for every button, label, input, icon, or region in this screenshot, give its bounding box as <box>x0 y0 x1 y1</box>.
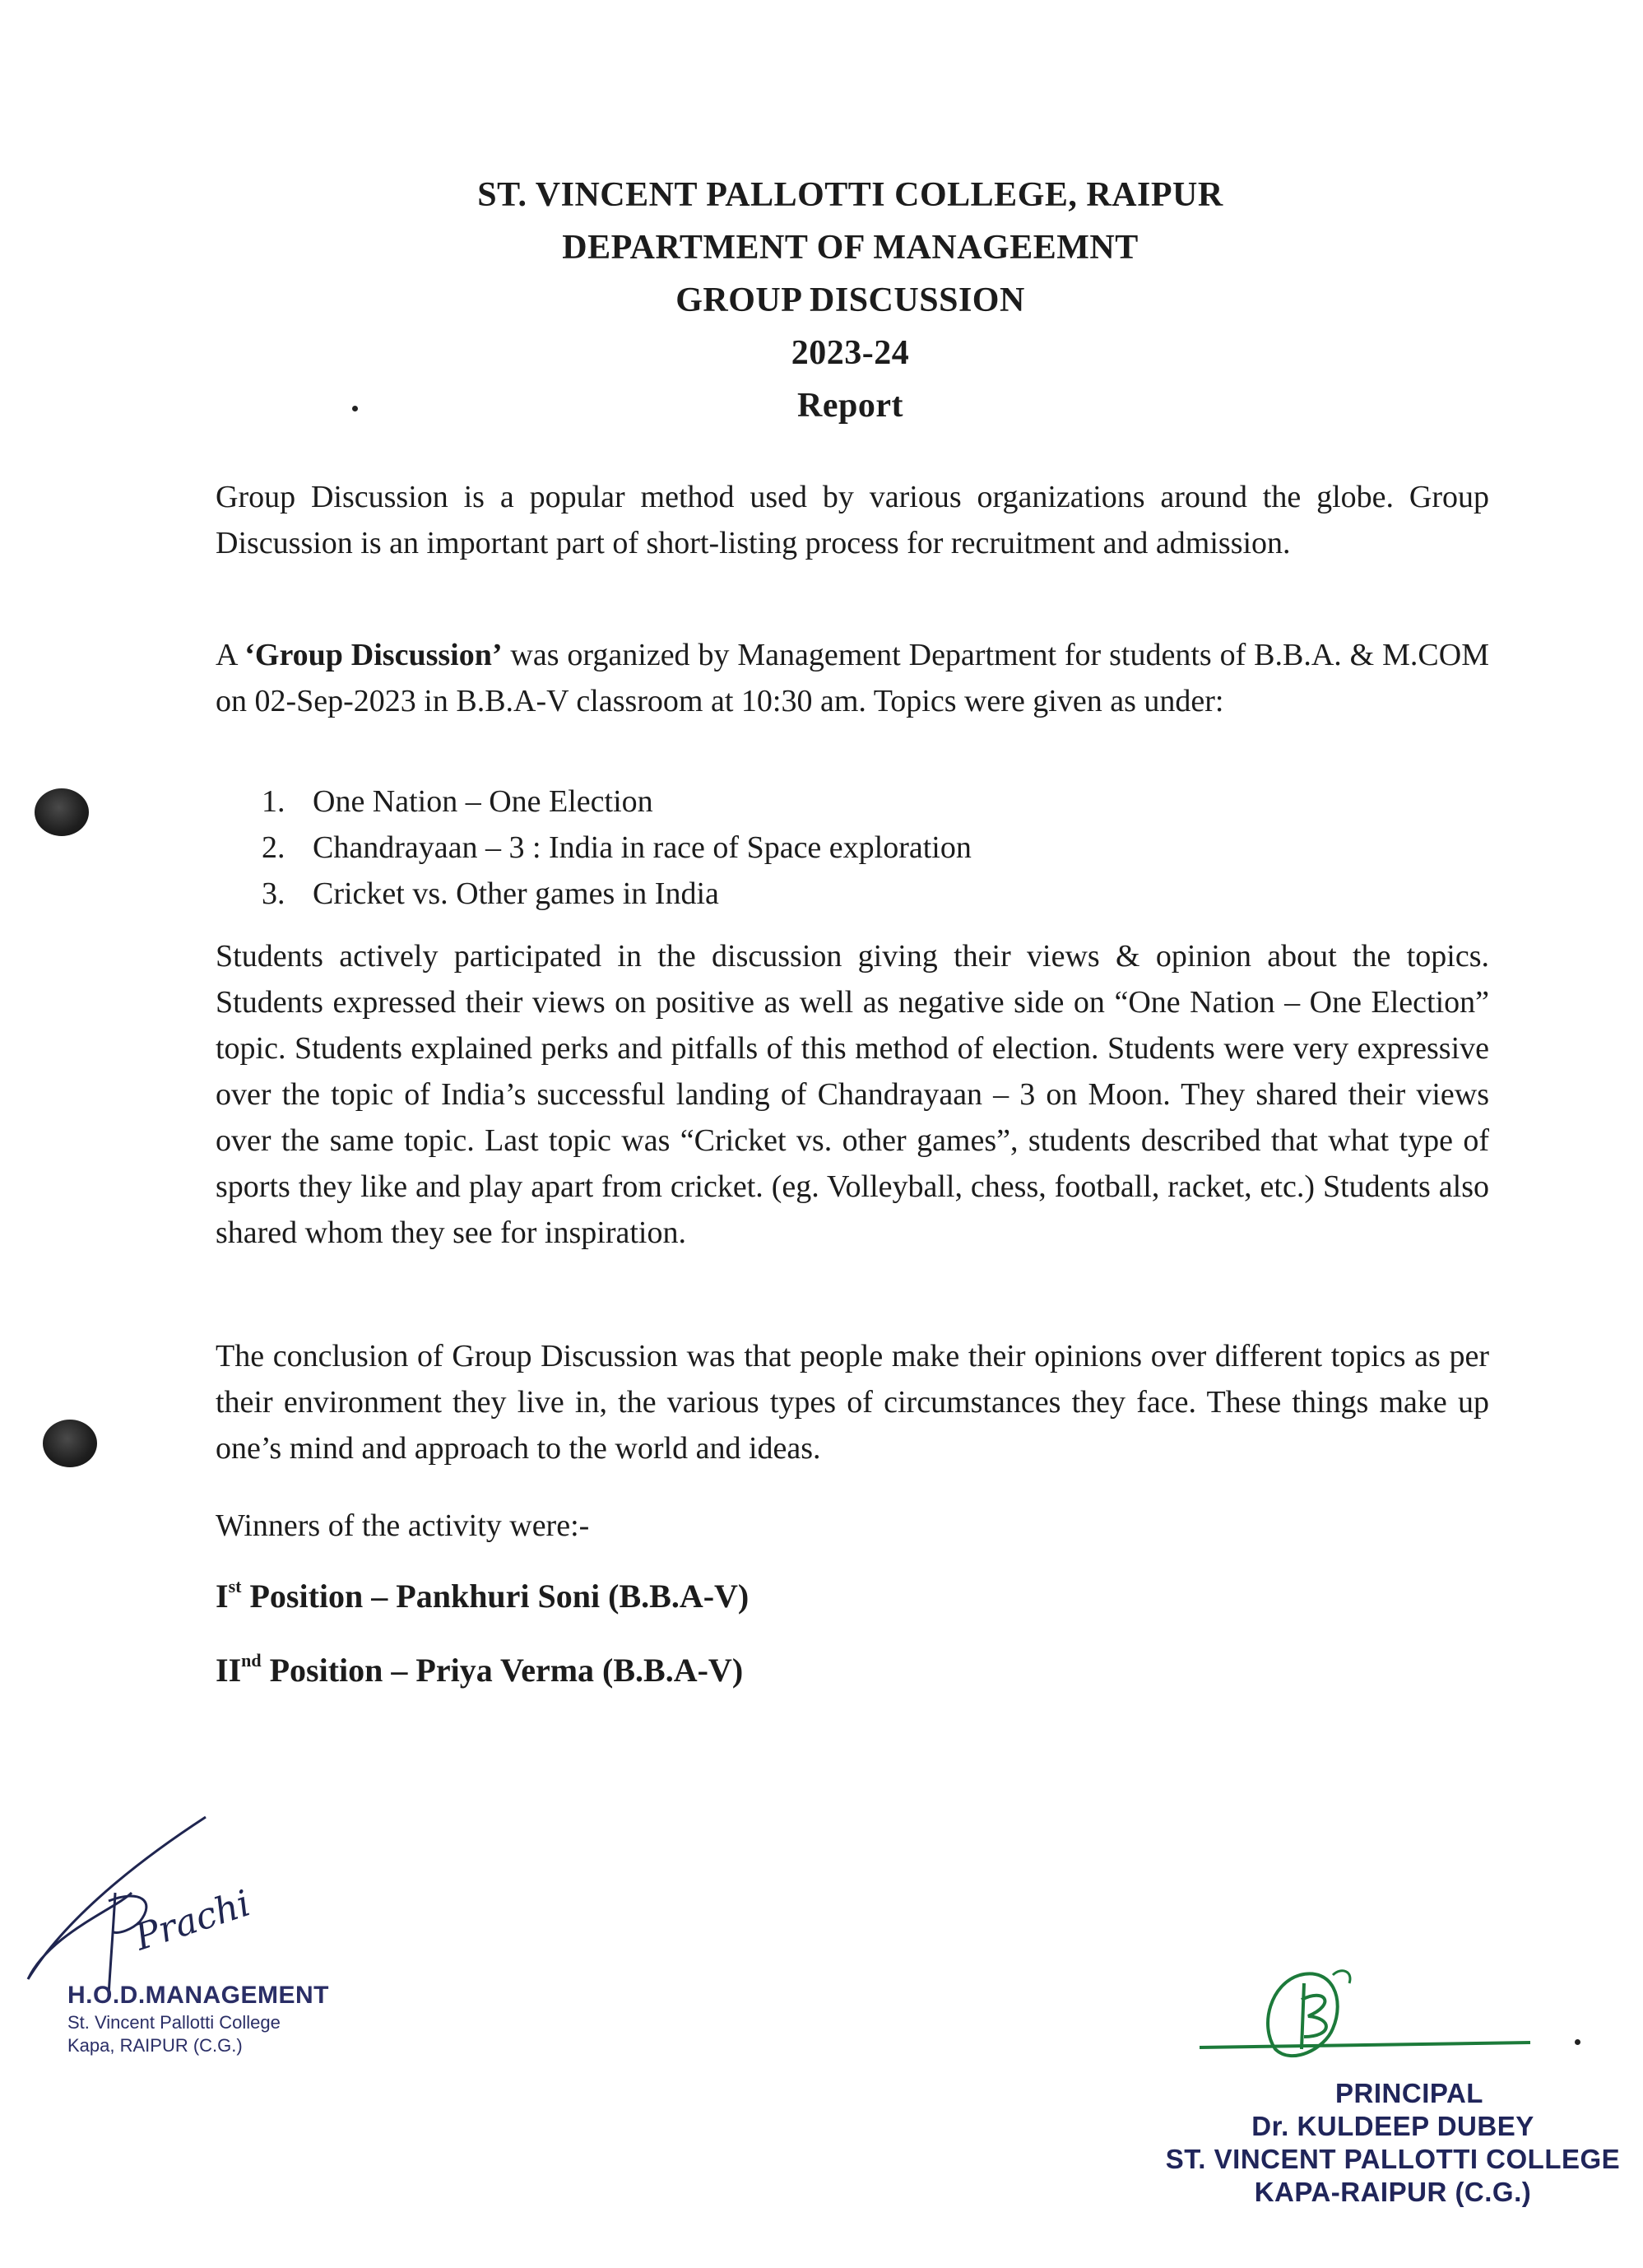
discussion-paragraph: Students actively participated in the discussion giving their views & opinion about the topics. Students expressed their views on positive as well as negative side on “One Nation – One Election” topic. Students explained perks and pitfalls of this method of election. Students were very expressive over the topic of India’s successful landing of Chandrayaan – 3 on Moon. They shared their views over the same topic. Last topic was “Cricket vs. other games”, students described that what type of sports they like and play apart from cricket. (eg. Volleyball, chess, football, racket, etc.) Students also shared whom they see for inspiration. <box>216 939 1489 1250</box>
stray-mark <box>352 406 358 411</box>
hod-stamp <box>67 1980 329 2057</box>
event-name-bold: ‘Group Discussion’ <box>244 638 503 672</box>
stray-mark <box>1575 2039 1580 2045</box>
hod-signature-text: Prachi <box>129 1882 256 1959</box>
principal-stamp <box>1163 2077 1623 2209</box>
principal-title: PRINCIPAL <box>1335 2078 1483 2108</box>
list-item: 1. One Nation – One Election <box>262 784 653 819</box>
intro-paragraph: Group Discussion is a popular method used by various organizations around the globe. Group Discussion is an important part of short-listing process for recruitment and admission. <box>216 480 1489 560</box>
conclusion-paragraph: The conclusion of Group Discussion was that people make their opinions over different topics as per their environment they live in, the various types of circumstances they face. These things make up one’s mind and approach to the world and ideas. <box>216 1339 1489 1466</box>
college-name: ST. VINCENT PALLOTTI COLLEGE, RAIPUR <box>477 176 1223 214</box>
principal-signature <box>1193 1950 1539 2074</box>
principal-location: KAPA-RAIPUR (C.G.) <box>1254 2177 1532 2207</box>
punch-hole <box>43 1420 97 1467</box>
department-name: DEPARTMENT OF MANAGEEMNT <box>562 229 1139 267</box>
hod-title: H.O.D.MANAGEMENT <box>67 1982 329 2009</box>
topics-list <box>262 778 972 917</box>
winner-second: IInd Position – Priya Verma (B.B.A-V) <box>216 1650 744 1689</box>
principal-college: ST. VINCENT PALLOTTI COLLEGE <box>1165 2144 1621 2174</box>
document-header <box>0 169 1643 432</box>
principal-name: Dr. KULDEEP DUBEY <box>1251 2111 1534 2141</box>
event-title: GROUP DISCUSSION <box>675 281 1025 319</box>
hod-college: St. Vincent Pallotti College <box>67 2012 281 2033</box>
winners-intro: Winners of the activity were:- <box>216 1508 590 1543</box>
organized-paragraph: A ‘Group Discussion’ was organized by Management Department for students of B.B.A. & M.COM on 02-Sep-2023 in B.B.A-V classroom at 10:30 am. Topics were given as under: <box>216 638 1489 718</box>
winner-first: Ist Position – Pankhuri Soni (B.B.A-V) <box>216 1576 750 1615</box>
list-item: 2. Chandrayaan – 3 : India in race of Space exploration <box>262 830 972 865</box>
document-type: Report <box>797 387 903 425</box>
academic-year: 2023-24 <box>791 334 910 372</box>
hod-location: Kapa, RAIPUR (C.G.) <box>67 2035 243 2056</box>
hod-signature <box>16 1810 280 2000</box>
list-item: 3. Cricket vs. Other games in India <box>262 876 719 911</box>
punch-hole <box>35 788 89 836</box>
